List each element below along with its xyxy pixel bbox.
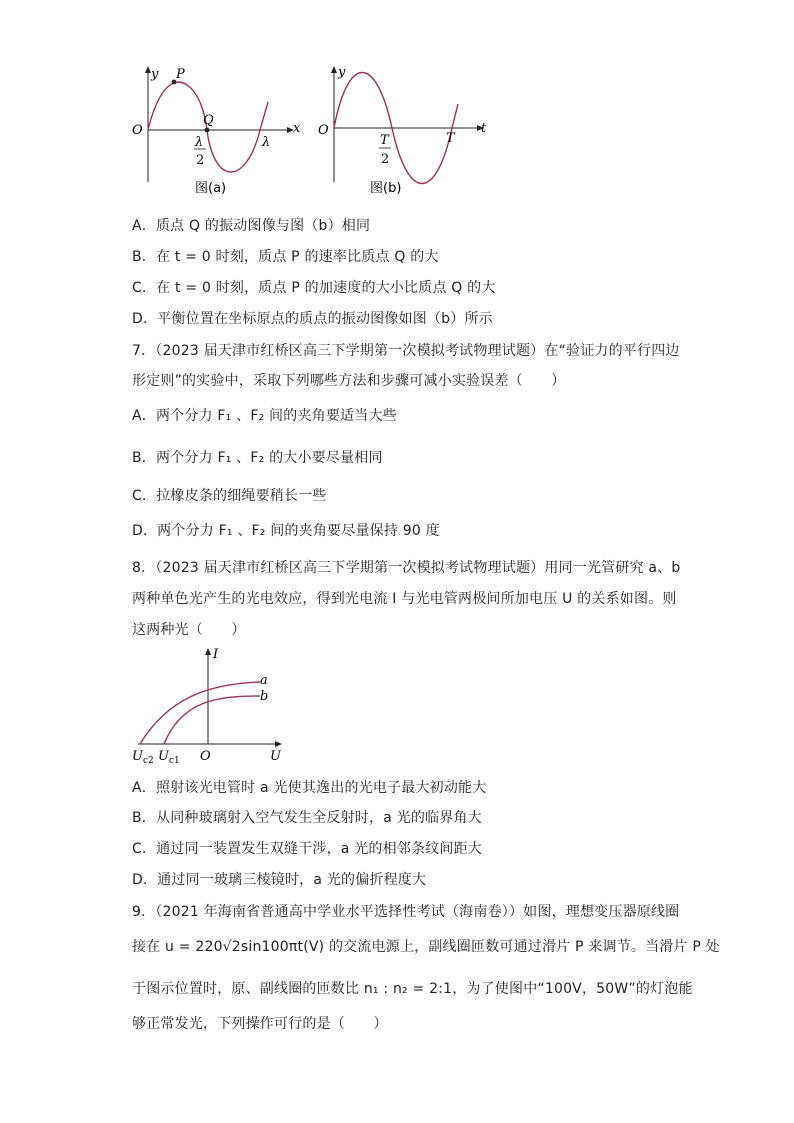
q7-option-b: B．两个分力 F₁ 、F₂ 的大小要尽量相同 bbox=[132, 450, 383, 466]
q9-stem-line3: 于图示位置时，原、副线圈的匝数比 n₁ : n₂ = 2:1，为了使图中“100V，50W”的灯泡能 bbox=[132, 981, 693, 997]
q7-option-d: D．两个分力 F₁ 、F₂ 间的夹角要尽量保持 90 度 bbox=[132, 523, 440, 539]
label-i: I bbox=[213, 647, 219, 662]
q8-option-b: B．从同种玻璃射入空气发生全反射时，a 光的临界角大 bbox=[132, 810, 482, 826]
label-half-t-num: T bbox=[380, 133, 389, 148]
q8-stem-line1: 8．（2023 届天津市红桥区高三下学期第一次模拟考试物理试题）用同一光管研究 a、b bbox=[132, 560, 681, 576]
label-half-t-den: 2 bbox=[381, 152, 390, 167]
q6-option-d: D．平衡位置在坐标原点的质点的振动图像如图（b）所示 bbox=[132, 311, 493, 327]
q8-option-a: A．照射该光电管时 a 光使其逸出的光电子最大初动能大 bbox=[132, 780, 487, 796]
label-origin: O bbox=[132, 123, 143, 138]
label-lambda: λ bbox=[262, 135, 271, 150]
label-y: y bbox=[338, 65, 346, 80]
q6-option-c: C．在 t = 0 时刻，质点 P 的加速度的大小比质点 Q 的大 bbox=[132, 280, 496, 296]
q7-option-a: A．两个分力 F₁ 、F₂ 间的夹角要适当大些 bbox=[132, 408, 397, 424]
q8-option-d: D．通过同一玻璃三棱镜时，a 光的偏折程度大 bbox=[132, 872, 427, 888]
label-q: Q bbox=[203, 113, 214, 128]
q8-stem-line3: 这两种光（ ） bbox=[132, 622, 246, 638]
label-y: y bbox=[151, 67, 159, 82]
q9-stem-line1: 9．（2021 年海南省普通高中学业水平选择性考试（海南卷））如图，理想变压器原线圈 bbox=[132, 904, 680, 920]
y-axis-arrow bbox=[331, 66, 337, 73]
q6-option-b: B．在 t = 0 时刻，质点 P 的速率比质点 Q 的大 bbox=[132, 249, 439, 265]
label-origin: O bbox=[318, 123, 329, 138]
curve-a bbox=[140, 682, 260, 744]
label-a: a bbox=[260, 673, 268, 688]
label-half-lambda-den: 2 bbox=[196, 153, 205, 168]
label-uc2: $U_{c2}$ bbox=[132, 749, 154, 766]
figure-a-wave-graph bbox=[128, 60, 308, 200]
caption-a: 图(a) bbox=[195, 181, 227, 196]
q7-option-c: C．拉橡皮条的细绳要稍长一些 bbox=[132, 488, 327, 504]
figure-b-vibration-graph bbox=[312, 60, 492, 200]
q9-stem-line4: 够正常发光，下列操作可行的是（ ） bbox=[132, 1016, 388, 1032]
label-p: P bbox=[176, 67, 185, 82]
label-origin: O bbox=[200, 749, 211, 764]
figure-photoelectric-iu-graph bbox=[128, 640, 298, 770]
q8-option-c: C．通过同一装置发生双缝干涉，a 光的相邻条纹间距大 bbox=[132, 841, 483, 857]
label-u: U bbox=[270, 749, 281, 764]
label-b: b bbox=[260, 689, 269, 704]
label-half-lambda-num: λ bbox=[195, 135, 204, 150]
label-t-period: T bbox=[446, 131, 455, 146]
label-uc1: $U_{c1}$ bbox=[158, 749, 180, 766]
caption-b: 图(b) bbox=[370, 181, 402, 196]
q6-option-a: A．质点 Q 的振动图像与图（b）相同 bbox=[132, 218, 371, 234]
label-t: t bbox=[481, 121, 487, 136]
q7-stem-line1: 7．（2023 届天津市红桥区高三下学期第一次模拟考试物理试题）在“验证力的平行四边 bbox=[132, 343, 680, 359]
q7-stem-line2: 形定则”的实验中，采取下列哪些方法和步骤可减小实验误差（ ） bbox=[132, 373, 566, 389]
point-q bbox=[205, 128, 210, 133]
q9-stem-line2: 接在 u = 220√2sin100πt(V) 的交流电源上，副线圈匝数可通过滑片 P 来调节。当滑片 P 处 bbox=[132, 939, 720, 955]
u-axis-arrow bbox=[275, 741, 282, 747]
label-x: x bbox=[293, 121, 301, 136]
q8-stem-line2: 两种单色光产生的光电效应，得到光电流 I 与光电管两极间所加电压 U 的关系如图。则 bbox=[132, 591, 677, 607]
i-axis-arrow bbox=[205, 648, 211, 655]
